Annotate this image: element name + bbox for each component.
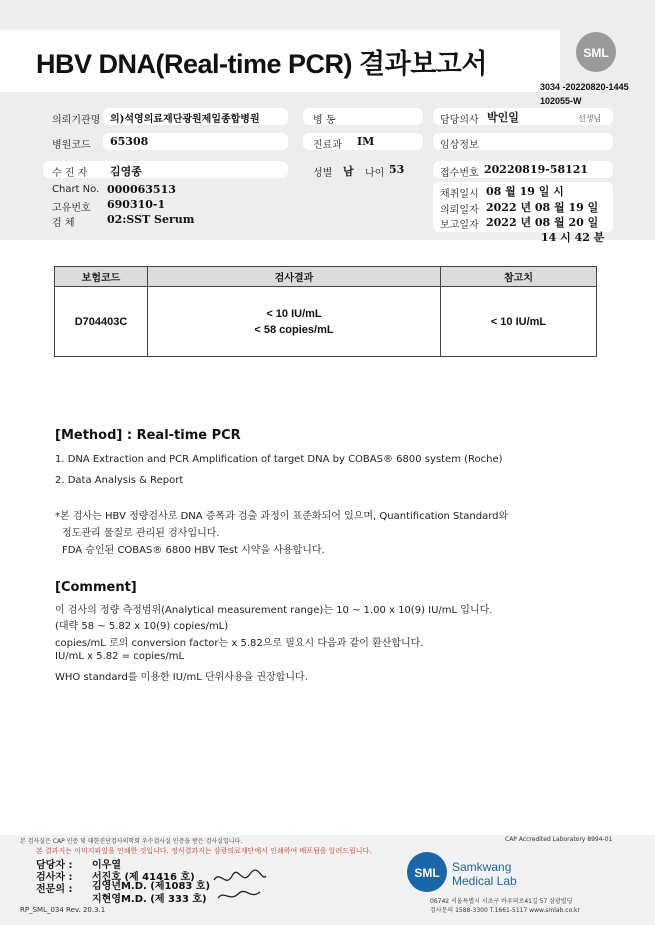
unique-label: 고유번호 (52, 203, 91, 214)
signature-icon (210, 866, 270, 904)
sml-footer-logo-icon (405, 850, 449, 894)
doctor-suffix: 선생님 (578, 114, 602, 123)
requested-value: 2022 년 08 월 19 일 (486, 201, 599, 214)
method-heading: [Method] : Real-time PCR (55, 428, 241, 443)
reported-time: 14 시 42 분 (541, 231, 605, 244)
method-line-1: 1. DNA Extraction and PCR Amplification of target DNA by COBAS® 6800 system (Roche) (55, 454, 503, 465)
result-table (54, 266, 597, 357)
result-iu: < 10 IU/mL (266, 307, 322, 320)
result-copies: < 58 copies/mL (254, 323, 334, 336)
comment-heading: [Comment] (55, 580, 137, 595)
name-value: 김영종 (110, 165, 142, 178)
sex-label: 성별 (313, 168, 333, 179)
method-note-2: 정도관리 물질로 관리된 검사입니다. (62, 528, 220, 539)
manager-label: 담당자 : (36, 860, 73, 871)
unique-value: 690310-1 (107, 198, 166, 211)
name-label: 수 진 자 (52, 168, 88, 179)
comment-line-5: WHO standard를 이용한 IU/mL 단위사용을 권장합니다. (55, 672, 308, 683)
clinical-label: 임상정보 (440, 140, 479, 151)
chart-label: Chart No. (52, 184, 100, 195)
specimen-label: 검 체 (52, 218, 75, 229)
dept-value: IM (357, 135, 375, 148)
footer-logo-text: SML (414, 866, 440, 880)
age-label: 나이 (365, 168, 385, 179)
result-cell (148, 287, 441, 357)
reference-cell: < 10 IU/mL (441, 287, 597, 357)
receipt-label: 접수번호 (440, 168, 479, 179)
header-result: 검사결과 (148, 267, 441, 287)
age-value: 53 (389, 163, 405, 176)
chart-value: 000063513 (107, 183, 176, 196)
code-cell: D704403C (55, 287, 148, 357)
brand-line-2: Medical Lab (452, 874, 517, 888)
reported-value: 2022 년 08 월 20 일 (486, 216, 599, 229)
comment-line-4: IU/mL x 5.82 = copies/mL (55, 651, 185, 662)
header-reference: 참고치 (441, 267, 597, 287)
requested-label: 의뢰일자 (440, 205, 479, 216)
method-note-3: FDA 승인된 COBAS® 6800 HBV Test 시약을 사용합니다. (62, 545, 325, 556)
page-title: HBV DNA(Real-time PCR) 결과보고서 (36, 49, 487, 79)
doc-id-2: 102055-W (540, 96, 582, 106)
manager-value: 이우열 (92, 860, 121, 871)
doctor-value: 박인일 (487, 111, 519, 124)
collected-value: 08 월 19 일 시 (486, 185, 564, 198)
specimen-value: 02:SST Serum (107, 213, 195, 226)
examiner-label: 검사자 : (36, 872, 73, 883)
institution-value: 의)석영의료재단광원제일종합병원 (110, 114, 260, 125)
examiner-value: 서진호 (제 41416 호) (92, 872, 195, 883)
specialist-label: 전문의 : (36, 884, 73, 895)
form-code: RP_SML_034 Rev. 20.3.1 (20, 906, 106, 914)
brand-line-1: Samkwang (452, 860, 512, 874)
doc-id-1: 3034 -20220820-1445 (540, 82, 629, 92)
address-1: 06742 서울특별시 서초구 바우뫼로41길 57 삼광빌딩 (430, 898, 573, 905)
footer-warning: 본 결과지는 이미지파일을 인쇄한 것입니다. 정식결과지는 삼광의료재단에서 인쇄하여 배포됨을 알려드립니다. (36, 847, 372, 855)
cap-text: CAP Accredited Laboratory 8994-01 (505, 836, 613, 843)
doctor-label: 담당의사 (440, 115, 479, 126)
reported-label: 보고일자 (440, 220, 479, 231)
address-2: 검사문의 1588-3300 T.1661-5117 www.smlab.co.kr (430, 907, 580, 914)
ward-label: 병 동 (313, 115, 336, 126)
specialist-1: 김영년M.D. (제1083 호) (92, 881, 211, 892)
header-code: 보험코드 (55, 267, 148, 287)
hospital-code-value: 65308 (110, 135, 149, 148)
dept-label: 진료과 (313, 140, 342, 151)
specialist-2: 지현영M.D. (제 333 호) (92, 894, 207, 905)
table-row (55, 287, 597, 357)
hospital-code-label: 병원코드 (52, 140, 91, 151)
comment-line-3: copies/mL 로의 conversion factor는 x 5.82으로 필요시 다음과 같이 환산합니다. (55, 638, 424, 649)
sex-value: 남 (343, 165, 354, 178)
sml-logo-icon (574, 30, 618, 74)
method-line-2: 2. Data Analysis & Report (55, 475, 184, 486)
comment-line-1: 이 검사의 정량 측정범위(Analytical measurement range)는 10 ~ 1.00 x 10(9) IU/mL 입니다. (55, 605, 493, 616)
receipt-value: 20220819-58121 (484, 163, 589, 176)
collected-label: 채취일시 (440, 189, 479, 200)
institution-label: 의뢰기관명 (52, 115, 101, 126)
comment-line-2: (대략 58 ~ 5.82 x 10(9) copies/mL) (55, 621, 229, 632)
footer-fine-print: 본 검사실은 CAP 인증 및 대한진단검사의학회 우수검사실 인증을 받은 검사실입니다. (20, 838, 243, 845)
logo-text: SML (583, 46, 609, 60)
method-note-1: *본 검사는 HBV 정량검사로 DNA 증폭과 검출 과정이 표준화되어 있으며, Quantification Standard와 (55, 511, 509, 522)
